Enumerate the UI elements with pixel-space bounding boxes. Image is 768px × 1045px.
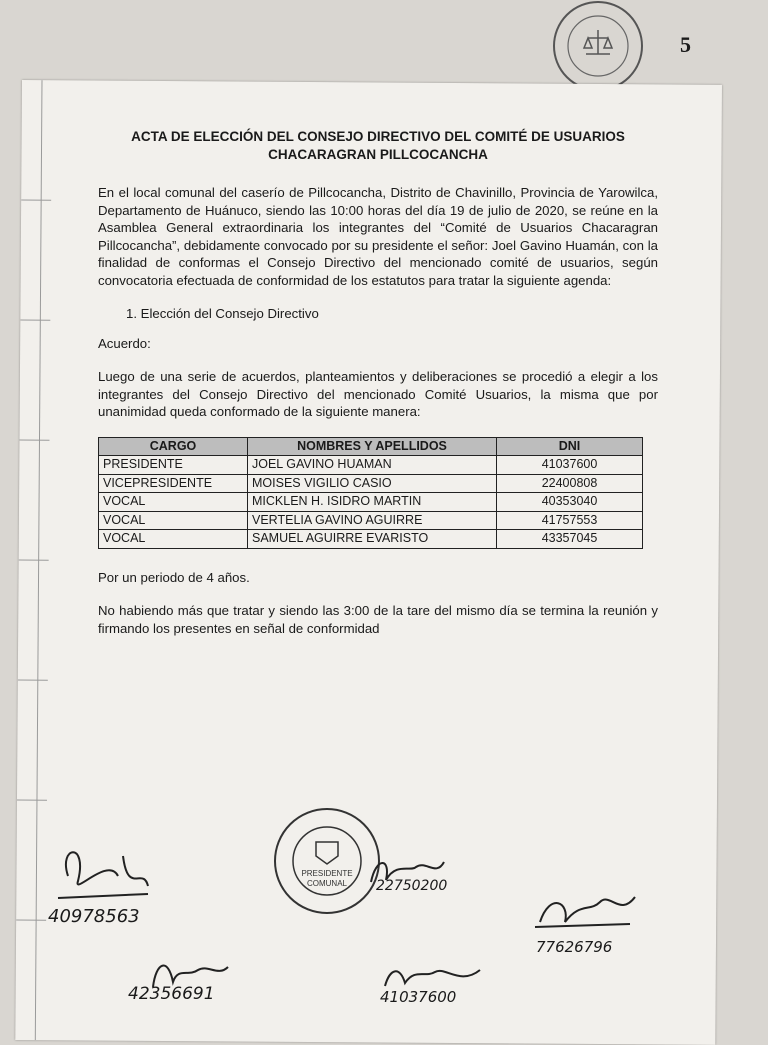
document-body bbox=[98, 128, 658, 653]
cargo-cell: VICEPRESIDENTE bbox=[99, 474, 248, 493]
table-row bbox=[99, 530, 643, 549]
dni-cell: 41037600 bbox=[497, 456, 643, 475]
signature-4 bbox=[128, 952, 238, 1004]
intro-paragraph: En el local comunal del caserío de Pillcocancha, Distrito de Chavinillo, Provincia de Yarowilca, Departamento de Huánuco, siendo las 10:00 horas del día 19 de julio de 2020, se reúne en la Asamblea General extraordinaria los integrantes del “Comité de Usuarios Chacaragran Pillcocancha”, debidamente convocado por su presidente el señor: Joel Gavino Huamán, con la finalidad de conformas el Consejo Directivo del mencionado comité de usuarios, según convocatoria efectuada de conformidad de los estatutos para tratar la siguiente agenda: bbox=[98, 184, 658, 289]
signature-1-number: 40978563 bbox=[48, 906, 158, 927]
signature-1-scribble bbox=[48, 836, 158, 906]
header-cargo: CARGO bbox=[99, 437, 248, 456]
cargo-cell: VOCAL bbox=[99, 493, 248, 512]
table-row bbox=[99, 456, 643, 475]
signature-2-number: 22750200 bbox=[376, 878, 447, 894]
signature-1 bbox=[48, 836, 158, 927]
cargo-cell: PRESIDENTE bbox=[99, 456, 248, 475]
table-row bbox=[99, 511, 643, 530]
title-line-1: ACTA DE ELECCIÓN DEL CONSEJO DIRECTIVO DEL COMITÉ DE USUARIOS bbox=[98, 128, 658, 146]
signature-3 bbox=[530, 882, 640, 956]
board-table bbox=[98, 437, 643, 549]
signature-3-number: 77626796 bbox=[536, 938, 640, 956]
acuerdo-label: Acuerdo: bbox=[98, 335, 658, 353]
acuerdo-paragraph: Luego de una serie de acuerdos, planteamientos y deliberaciones se procedió a elegir a los integrantes del Consejo Directivo del mencionado Comité Usuarios, la misma que por unanimidad queda conformado de la siguiente manera: bbox=[98, 368, 658, 421]
table-row bbox=[99, 493, 643, 512]
cargo-cell: VOCAL bbox=[99, 530, 248, 549]
header-nombres: NOMBRES Y APELLIDOS bbox=[248, 437, 497, 456]
dni-cell: 22400808 bbox=[497, 474, 643, 493]
nombre-cell: JOEL GAVINO HUAMAN bbox=[248, 456, 497, 475]
table-row bbox=[99, 474, 643, 493]
dni-cell: 41757553 bbox=[497, 511, 643, 530]
signature-3-scribble bbox=[530, 882, 640, 934]
signature-4-number: 42356691 bbox=[128, 984, 238, 1004]
svg-text:COMUNAL: COMUNAL bbox=[307, 879, 348, 888]
page-number: 5 bbox=[680, 32, 691, 58]
cargo-cell: VOCAL bbox=[99, 511, 248, 530]
nombre-cell: SAMUEL AGUIRRE EVARISTO bbox=[248, 530, 497, 549]
nombre-cell: MICKLEN H. ISIDRO MARTIN bbox=[248, 493, 497, 512]
nombre-cell: MOISES VIGILIO CASIO bbox=[248, 474, 497, 493]
signature-5-number: 41037600 bbox=[380, 988, 490, 1006]
nombre-cell: VERTELIA GAVINO AGUIRRE bbox=[248, 511, 497, 530]
agenda-item: 1. Elección del Consejo Directivo bbox=[126, 305, 658, 323]
signature-2 bbox=[366, 852, 447, 894]
document-title bbox=[98, 128, 658, 164]
dni-cell: 43357045 bbox=[497, 530, 643, 549]
closing-paragraph: No habiendo más que tratar y siendo las 3:00 de la tare del mismo día se termina la reunión y firmando los presentes en señal de conformidad bbox=[98, 602, 658, 637]
title-line-2: CHACARAGRAN PILLCOCANCHA bbox=[98, 146, 658, 164]
dni-cell: 40353040 bbox=[497, 493, 643, 512]
signature-5 bbox=[380, 958, 490, 1006]
svg-text:PRESIDENTE: PRESIDENTE bbox=[301, 869, 352, 878]
period-text: Por un periodo de 4 años. bbox=[98, 569, 658, 587]
header-dni: DNI bbox=[497, 437, 643, 456]
juzgado-seal bbox=[548, 0, 648, 96]
table-header-row bbox=[99, 437, 643, 456]
